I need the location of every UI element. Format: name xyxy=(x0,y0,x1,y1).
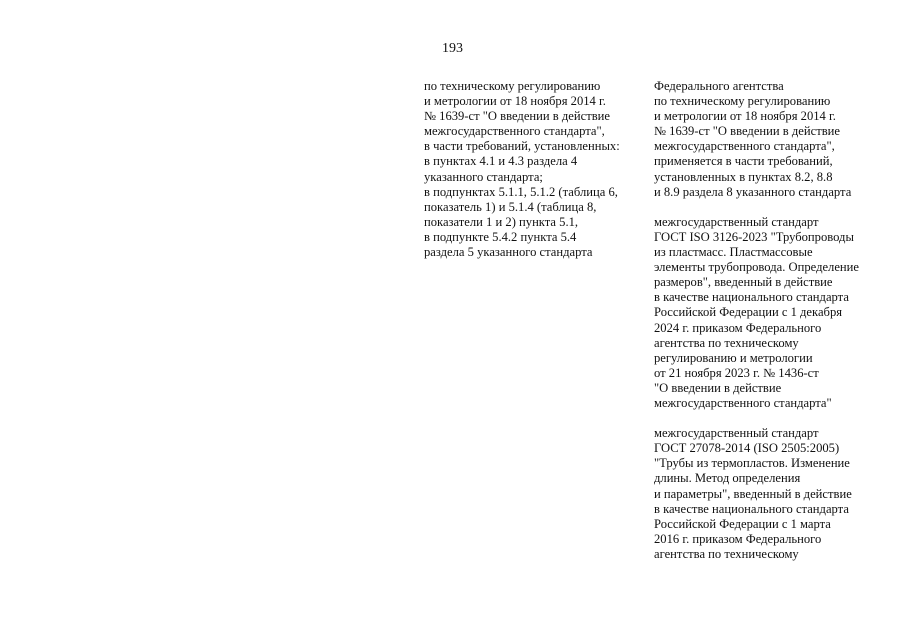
right-text-line: в качестве национального стандарта xyxy=(654,501,849,516)
right-column xyxy=(654,79,894,562)
right-text-line: 2024 г. приказом Федерального xyxy=(654,320,822,335)
right-text-line: № 1639-ст "О введении в действие xyxy=(654,124,840,139)
right-block-agency xyxy=(654,79,894,200)
left-text-line: и метрологии от 18 ноября 2014 г. xyxy=(424,94,606,109)
paragraph-gap xyxy=(654,200,894,215)
right-text-line: и метрологии от 18 ноября 2014 г. xyxy=(654,109,836,124)
right-text-line: Российской Федерации с 1 декабря xyxy=(654,305,843,320)
right-text-line: межгосударственный стандарт xyxy=(654,214,819,229)
right-text-line: регулированию и метрологии xyxy=(654,350,813,365)
left-text-line: № 1639-ст "О введении в действие xyxy=(424,109,610,124)
right-text-line: межгосударственного стандарта" xyxy=(654,395,832,410)
right-block-gost-iso-3126 xyxy=(654,215,894,411)
right-text-line: установленных в пунктах 8.2, 8.8 xyxy=(654,169,833,184)
page-number: 193 xyxy=(442,41,463,56)
right-text-line: применяется в части требований, xyxy=(654,154,833,169)
right-text-line: "Трубы из термопластов. Изменение xyxy=(654,456,850,471)
left-text-line: межгосударственного стандарта", xyxy=(424,124,605,139)
left-text-line: в пунктах 4.1 и 4.3 раздела 4 xyxy=(424,154,578,169)
right-text-line: Федерального агентства xyxy=(654,79,784,93)
right-text-line: и параметры", введенный в действие xyxy=(654,486,852,501)
right-text-line: межгосударственный стандарт xyxy=(654,426,819,441)
left-text-line: показатели 1 и 2) пункта 5.1, xyxy=(424,214,579,229)
right-text-line: ГОСТ ISO 3126-2023 "Трубопроводы xyxy=(654,229,854,244)
left-text-line: показатель 1) и 5.1.4 (таблица 8, xyxy=(424,199,597,214)
right-text-line: ГОСТ 27078-2014 (ISO 2505:2005) xyxy=(654,441,840,456)
right-text-line: из пластмасс. Пластмассовые xyxy=(654,245,813,260)
right-text-line: 2016 г. приказом Федерального xyxy=(654,531,822,546)
left-text-line: раздела 5 указанного стандарта xyxy=(424,245,593,260)
left-text-line: по техническому регулированию xyxy=(424,79,601,93)
left-column xyxy=(424,79,639,260)
right-text-line: Российской Федерации с 1 марта xyxy=(654,516,831,531)
right-text-line: и 8.9 раздела 8 указанного стандарта xyxy=(654,184,852,199)
left-text-line: в части требований, установленных: xyxy=(424,139,620,154)
right-block-gost-27078 xyxy=(654,426,894,562)
right-text-line: длины. Метод определения xyxy=(654,471,801,486)
right-text-line: "О введении в действие xyxy=(654,380,782,395)
paragraph-gap xyxy=(654,411,894,426)
right-text-line: размеров", введенный в действие xyxy=(654,275,833,290)
right-text-line: агентства по техническому xyxy=(654,335,799,350)
right-text-line: в качестве национального стандарта xyxy=(654,290,849,305)
right-text-line: агентства по техническому xyxy=(654,546,799,561)
right-text-line: от 21 ноября 2023 г. № 1436-ст xyxy=(654,365,819,380)
right-text-line: межгосударственного стандарта", xyxy=(654,139,835,154)
left-text-line: указанного стандарта; xyxy=(424,169,543,184)
right-text-line: элементы трубопровода. Определение xyxy=(654,260,860,275)
right-text-line: по техническому регулированию xyxy=(654,94,831,109)
left-text-line: в подпунктах 5.1.1, 5.1.2 (таблица 6, xyxy=(424,184,618,199)
left-text-line: в подпункте 5.4.2 пункта 5.4 xyxy=(424,229,577,244)
